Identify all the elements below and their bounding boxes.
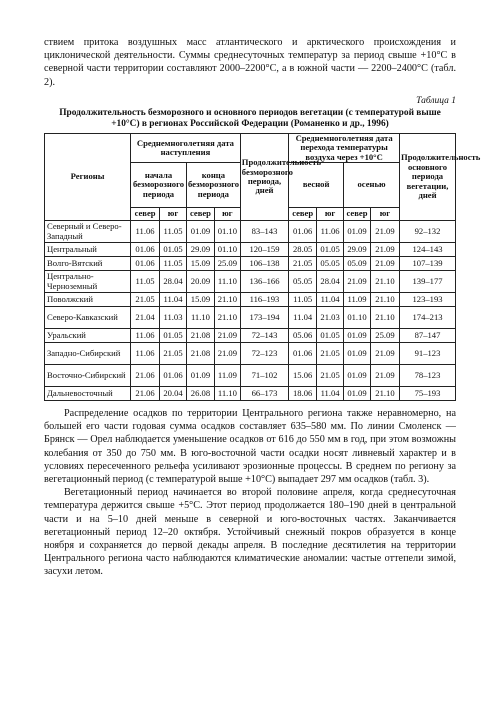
table-cell: 21.09 <box>370 257 399 271</box>
table-cell: 21.06 <box>131 365 160 387</box>
table-cell: 15.09 <box>186 293 214 307</box>
table-cell: 28.04 <box>160 271 187 293</box>
table-cell: 78–123 <box>400 365 456 387</box>
table-cell: 01.09 <box>344 221 371 243</box>
table-cell: 116–193 <box>240 293 288 307</box>
table-row <box>45 243 456 257</box>
table-cell: 83–143 <box>240 221 288 243</box>
table-row <box>45 221 456 243</box>
table-row <box>45 307 456 329</box>
table-cell: 21.05 <box>160 343 187 365</box>
table-row <box>45 343 456 365</box>
table-cell: 87–147 <box>400 329 456 343</box>
table-cell: 01.10 <box>214 243 240 257</box>
table-cell: 173–194 <box>240 307 288 329</box>
table-row <box>45 365 456 387</box>
table-cell: 01.05 <box>160 243 187 257</box>
table-cell: 01.09 <box>344 365 371 387</box>
header-vegetation-duration: Продолжительность основного периода вегетации, дней <box>400 133 456 220</box>
table-cell: 11.06 <box>131 221 160 243</box>
table-cell: 21.10 <box>370 271 399 293</box>
table-cell: 11.05 <box>289 293 317 307</box>
table-cell: 15.06 <box>289 365 317 387</box>
region-name: Центрально-Черноземный <box>45 271 131 293</box>
table-cell: 72–143 <box>240 329 288 343</box>
region-name: Уральский <box>45 329 131 343</box>
header-autumn: осенью <box>344 163 400 208</box>
table-cell: 11.05 <box>160 257 187 271</box>
table-cell: 01.05 <box>317 329 344 343</box>
header-south: юг <box>160 208 187 221</box>
region-name: Восточно-Сибирский <box>45 365 131 387</box>
table-cell: 01.06 <box>289 221 317 243</box>
table-cell: 21.04 <box>131 307 160 329</box>
table-cell: 21.10 <box>370 307 399 329</box>
table-cell: 05.06 <box>289 329 317 343</box>
table-cell: 75–193 <box>400 387 456 401</box>
header-avg-dates: Среднемноголетняя дата наступления <box>131 133 241 162</box>
table-cell: 11.06 <box>131 343 160 365</box>
table-cell: 05.05 <box>317 257 344 271</box>
table-cell: 66–173 <box>240 387 288 401</box>
table-cell: 28.05 <box>289 243 317 257</box>
table-cell: 20.09 <box>186 271 214 293</box>
header-end-frost-free: конца безморозного периода <box>186 163 240 208</box>
table-cell: 01.05 <box>317 243 344 257</box>
table-cell: 01.09 <box>344 387 371 401</box>
table-cell: 21.09 <box>370 365 399 387</box>
table-cell: 11.04 <box>317 387 344 401</box>
table-cell: 21.09 <box>370 243 399 257</box>
table-cell: 11.09 <box>344 293 371 307</box>
table-cell: 21.10 <box>370 293 399 307</box>
table-number: Таблица 1 <box>416 95 456 106</box>
table-row <box>45 293 456 307</box>
table-cell: 20.04 <box>160 387 187 401</box>
table-cell: 15.09 <box>186 257 214 271</box>
table-cell: 21.05 <box>317 343 344 365</box>
vegetation-periods-table <box>44 132 481 401</box>
region-name: Волго-Вятский <box>45 257 131 271</box>
table-cell: 91–123 <box>400 343 456 365</box>
table-cell: 05.05 <box>289 271 317 293</box>
table-cell: 21.09 <box>370 343 399 365</box>
table-cell: 21.09 <box>370 221 399 243</box>
table-cell: 01.06 <box>160 365 187 387</box>
region-name: Северо-Кавказский <box>45 307 131 329</box>
table-cell: 28.04 <box>317 271 344 293</box>
table-cell: 21.10 <box>214 307 240 329</box>
header-north: север <box>289 208 317 221</box>
table-cell: 01.09 <box>186 365 214 387</box>
header-spring: весной <box>289 163 344 208</box>
document-page <box>44 36 481 579</box>
table-cell: 123–193 <box>400 293 456 307</box>
table-cell: 11.03 <box>160 307 187 329</box>
header-north: север <box>131 208 160 221</box>
table-cell: 21.10 <box>214 293 240 307</box>
table-body <box>45 221 456 401</box>
table-cell: 92–132 <box>400 221 456 243</box>
table-cell: 21.09 <box>214 329 240 343</box>
table-row <box>45 271 456 293</box>
table-cell: 21.08 <box>186 329 214 343</box>
table-cell: 106–138 <box>240 257 288 271</box>
table-cell: 11.10 <box>214 387 240 401</box>
table-caption: Продолжительность безморозного и основного периодов вегетации (с температурой выше +10°С) в регионах Российской Федерации (Романенко и др., 1996) <box>59 107 441 129</box>
table-cell: 136–166 <box>240 271 288 293</box>
table-row <box>45 329 456 343</box>
table-row <box>45 387 456 401</box>
table-cell: 21.06 <box>131 387 160 401</box>
table-cell: 05.09 <box>344 257 371 271</box>
table-cell: 11.04 <box>317 293 344 307</box>
table-cell: 21.03 <box>317 307 344 329</box>
header-north: север <box>344 208 371 221</box>
header-north: север <box>186 208 214 221</box>
region-name: Северный и Северо-Западный <box>45 221 131 243</box>
table-cell: 71–102 <box>240 365 288 387</box>
header-frost-free-duration: Продолжительность безморозного периода, дней <box>240 133 288 220</box>
table-cell: 21.08 <box>186 343 214 365</box>
table-cell: 26.08 <box>186 387 214 401</box>
table-cell: 174–213 <box>400 307 456 329</box>
precipitation-paragraph: Распределение осадков по территории Центрального региона также неравномерно, на большей его части годовая сумма осадков составляет 635–580 мм. По линии Смоленск — Брянск — Орел наблюдается уменьшение осадков от 616 до 550 мм в год, при этом возможны колебания от 350 до 750 мм. В юго-восточной части осадки носят ливневый характер и в условиях пересеченного рельефа усиливают эрозионные процессы. В среднем по региону за вегетационный период (с температурой выше +10°С) выпадает 297 мм осадков (табл. 3). <box>44 408 456 486</box>
table-cell: 11.06 <box>317 221 344 243</box>
table-cell: 11.05 <box>131 271 160 293</box>
table-cell: 01.06 <box>131 257 160 271</box>
table-row <box>45 257 456 271</box>
table-cell: 11.06 <box>131 329 160 343</box>
table-cell: 01.06 <box>131 243 160 257</box>
table-cell: 21.09 <box>344 271 371 293</box>
header-south: юг <box>370 208 399 221</box>
intro-paragraph: ствием притока воздушных масс атлантического и арктического происхождения и циклонической деятельности. Суммы среднесуточных температур за период свыше +10°С в северной части территории составляют 2000–2200°С, а в южной части — 2200–2400°С (табл. 2). <box>44 37 456 88</box>
table-cell: 29.09 <box>344 243 371 257</box>
table-cell: 25.09 <box>214 257 240 271</box>
table-cell: 18.06 <box>289 387 317 401</box>
header-regions: Регионы <box>45 133 131 220</box>
vegetation-paragraph: Вегетационный период начинается во второй половине апреля, когда среднесуточная температура держится свыше +5°С. Этот период продолжается 180–190 дней в центральной части и на 5–10 дней меньше в северной и юго-восточных частях. Заканчивается вегетационный период 12–20 октября. Устойчивый снежный покров образуется в конце ноября и сохраняется до первой декады апреля. В последние десятилетия на территории Центрального региона часто наблюдаются климатические аномалии: частые оттепели зимой, засухи летом. <box>44 487 456 578</box>
table-cell: 21.05 <box>289 257 317 271</box>
header-transition-dates: Среднемноголетняя дата перехода температуры воздуха через +10°С <box>289 133 400 162</box>
table-cell: 01.09 <box>344 343 371 365</box>
table-cell: 11.04 <box>160 293 187 307</box>
table-cell: 124–143 <box>400 243 456 257</box>
table-cell: 11.04 <box>289 307 317 329</box>
header-start-frost-free: начала безморозного периода <box>131 163 187 208</box>
table-cell: 120–159 <box>240 243 288 257</box>
region-name: Поволжский <box>45 293 131 307</box>
table-cell: 01.09 <box>344 329 371 343</box>
header-south: юг <box>214 208 240 221</box>
table-cell: 11.10 <box>186 307 214 329</box>
table-cell: 11.10 <box>214 271 240 293</box>
table-cell: 01.05 <box>160 329 187 343</box>
region-name: Дальневосточный <box>45 387 131 401</box>
table-cell: 72–123 <box>240 343 288 365</box>
table-cell: 107–139 <box>400 257 456 271</box>
table-cell: 11.09 <box>214 365 240 387</box>
table-cell: 25.09 <box>370 329 399 343</box>
table-cell: 11.05 <box>160 221 187 243</box>
table-cell: 01.10 <box>214 221 240 243</box>
table-cell: 01.06 <box>289 343 317 365</box>
table-cell: 21.10 <box>370 387 399 401</box>
header-south: юг <box>317 208 344 221</box>
table-cell: 21.09 <box>214 343 240 365</box>
region-name: Центральный <box>45 243 131 257</box>
table-cell: 01.09 <box>186 221 214 243</box>
table-cell: 21.05 <box>317 365 344 387</box>
table-cell: 21.05 <box>131 293 160 307</box>
table-cell: 29.09 <box>186 243 214 257</box>
region-name: Западно-Сибирский <box>45 343 131 365</box>
table-cell: 01.10 <box>344 307 371 329</box>
table-cell: 139–177 <box>400 271 456 293</box>
